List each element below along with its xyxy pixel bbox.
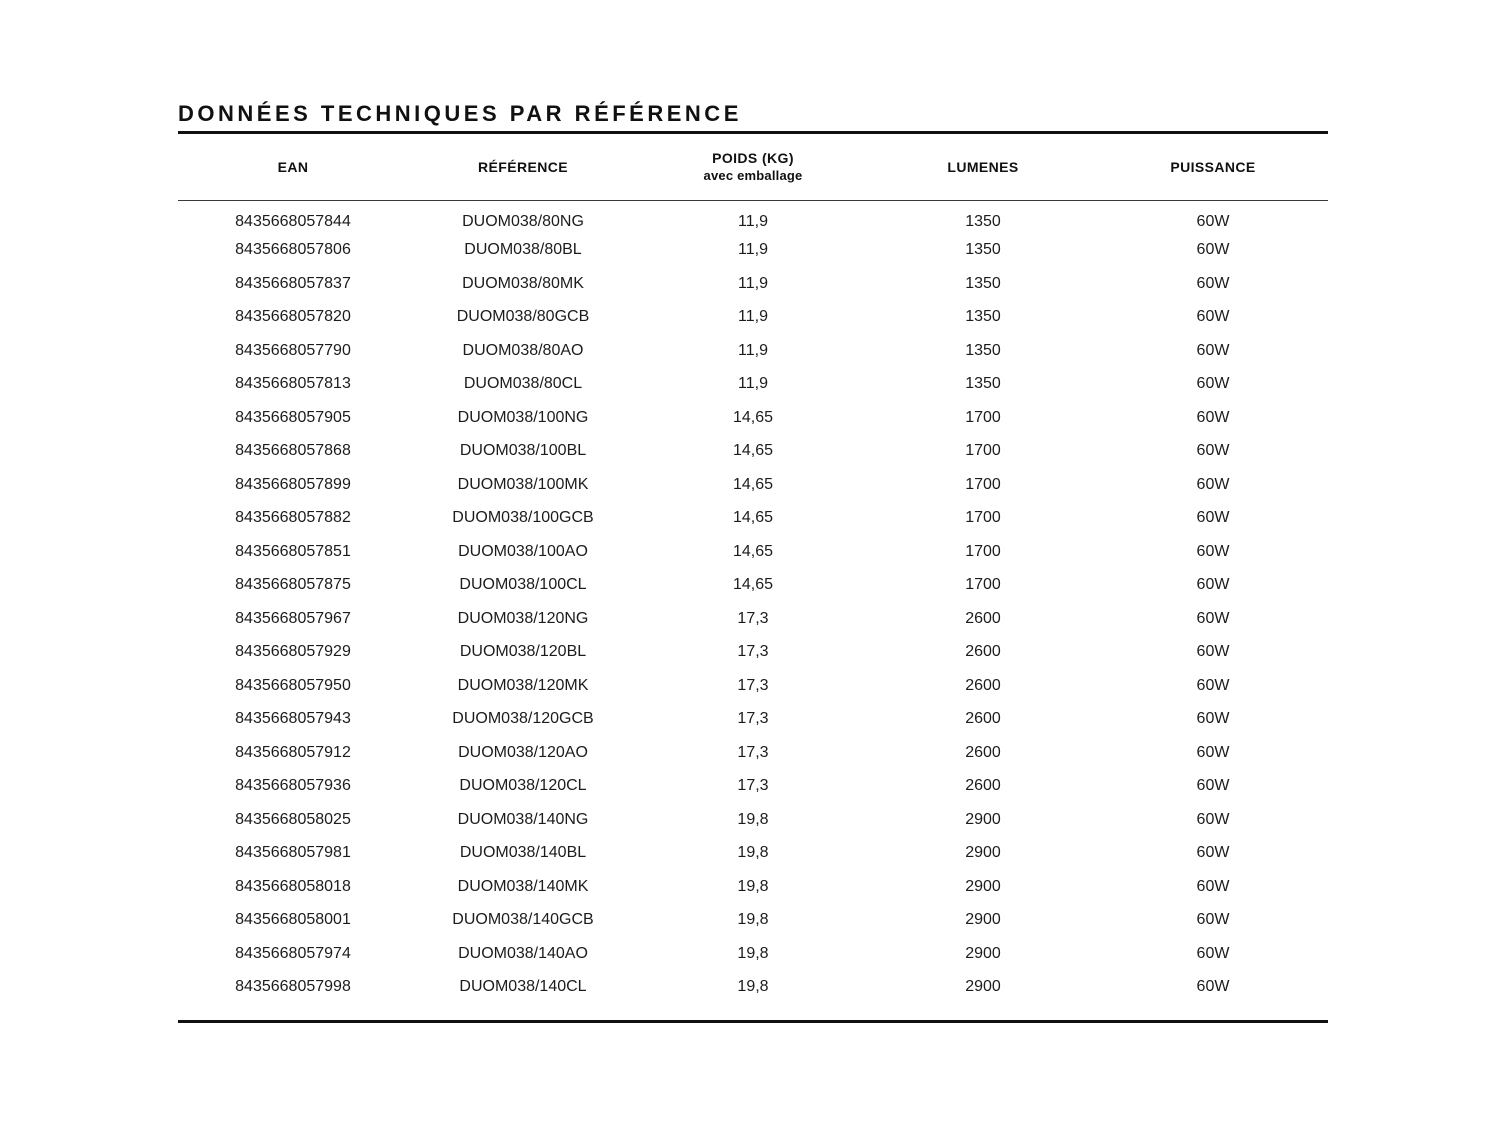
cell-poids: 17,3: [737, 643, 769, 661]
column-header-puissance-label: PUISSANCE: [1170, 158, 1256, 175]
table-row: [178, 468, 1328, 502]
cell-lumenes: 1700: [965, 408, 1001, 426]
cell-puissance: 60W: [1196, 944, 1230, 962]
cell-ean: 8435668057998: [235, 978, 351, 996]
table-row: [178, 770, 1328, 804]
cell-lumenes: 1700: [965, 542, 1001, 560]
cell-reference: DUOM038/120NG: [457, 609, 589, 627]
table-row: [178, 502, 1328, 536]
cell-ean: 8435668057936: [235, 777, 351, 795]
cell-puissance: 60W: [1196, 676, 1230, 694]
table-row: [178, 334, 1328, 368]
cell-poids: 14,65: [732, 408, 774, 426]
cell-lumenes: 1700: [965, 576, 1001, 594]
page-title: DONNÉES TECHNIQUES PAR RÉFÉRENCE: [178, 100, 742, 126]
cell-poids: 14,65: [732, 475, 774, 493]
cell-poids: 17,3: [737, 676, 769, 694]
cell-poids: 14,65: [732, 509, 774, 527]
cell-poids: 19,8: [737, 911, 769, 929]
cell-reference: DUOM038/100BL: [459, 442, 587, 460]
table-body: [178, 200, 1328, 1004]
cell-lumenes: 2900: [965, 810, 1001, 828]
cell-ean: 8435668057974: [235, 944, 351, 962]
cell-poids: 14,65: [732, 442, 774, 460]
cell-lumenes: 1350: [965, 375, 1001, 393]
cell-reference: DUOM038/100GCB: [452, 509, 594, 527]
cell-lumenes: 2600: [965, 609, 1001, 627]
cell-reference: DUOM038/100NG: [457, 408, 589, 426]
cell-poids: 17,3: [737, 609, 769, 627]
table-row: [178, 937, 1328, 971]
cell-lumenes: 1350: [965, 274, 1001, 292]
table-row: [178, 535, 1328, 569]
column-header-ean: [178, 134, 408, 200]
cell-poids: 17,3: [737, 777, 769, 795]
cell-lumenes: 2600: [965, 777, 1001, 795]
table-row: [178, 669, 1328, 703]
cell-puissance: 60W: [1196, 877, 1230, 895]
cell-lumenes: 1350: [965, 341, 1001, 359]
cell-ean: 8435668057820: [235, 308, 351, 326]
cell-poids: 11,9: [738, 241, 768, 259]
cell-poids: 17,3: [737, 710, 769, 728]
cell-puissance: 60W: [1196, 911, 1230, 929]
cell-reference: DUOM038/140MK: [457, 877, 589, 895]
cell-reference: DUOM038/80GCB: [456, 308, 590, 326]
table-row: [178, 904, 1328, 938]
cell-puissance: 60W: [1196, 509, 1230, 527]
cell-ean: 8435668057967: [235, 609, 351, 627]
cell-poids: 17,3: [737, 743, 769, 761]
cell-reference: DUOM038/120GCB: [452, 710, 594, 728]
cell-poids: 19,8: [737, 877, 769, 895]
cell-lumenes: 1700: [965, 475, 1001, 493]
cell-puissance: 60W: [1196, 475, 1230, 493]
cell-lumenes: 2600: [965, 743, 1001, 761]
cell-lumenes: 2900: [965, 877, 1001, 895]
table-row: [178, 736, 1328, 770]
cell-poids: 11,9: [738, 308, 768, 326]
column-header-lumenes-label: LUMENES: [947, 158, 1019, 175]
cell-ean: 8435668057813: [235, 375, 351, 393]
cell-reference: DUOM038/100MK: [457, 475, 589, 493]
cell-ean: 8435668057806: [235, 241, 351, 259]
cell-puissance: 60W: [1196, 743, 1230, 761]
cell-lumenes: 2900: [965, 844, 1001, 862]
column-header-reference: [408, 134, 638, 200]
cell-ean: 8435668057943: [235, 710, 351, 728]
technical-data-table-wrap: [178, 131, 1328, 1023]
cell-poids: 11,9: [738, 341, 768, 359]
table-row: [178, 837, 1328, 871]
cell-ean: 8435668057899: [235, 475, 351, 493]
cell-poids: 14,65: [732, 576, 774, 594]
cell-puissance: 60W: [1196, 241, 1230, 259]
cell-ean: 8435668058018: [235, 877, 351, 895]
column-header-lumenes: [868, 134, 1098, 200]
cell-puissance: 60W: [1196, 810, 1230, 828]
cell-puissance: 60W: [1196, 442, 1230, 460]
cell-poids: 11,9: [738, 375, 768, 393]
cell-poids: 19,8: [737, 978, 769, 996]
column-header-ean-label: EAN: [277, 158, 309, 175]
table-row: [178, 636, 1328, 670]
cell-poids: 19,8: [737, 810, 769, 828]
cell-reference: DUOM038/80AO: [462, 341, 584, 359]
cell-lumenes: 1700: [965, 442, 1001, 460]
cell-poids: 14,65: [732, 542, 774, 560]
table-row: [178, 435, 1328, 469]
table-row: [178, 234, 1328, 268]
cell-ean: 8435668057929: [235, 643, 351, 661]
cell-puissance: 60W: [1196, 408, 1230, 426]
cell-lumenes: 2900: [965, 978, 1001, 996]
cell-ean: 8435668058025: [235, 810, 351, 828]
cell-lumenes: 1350: [965, 213, 1001, 230]
cell-reference: DUOM038/120BL: [459, 643, 587, 661]
cell-reference: DUOM038/100CL: [459, 576, 587, 594]
cell-ean: 8435668057790: [235, 341, 351, 359]
cell-ean: 8435668057875: [235, 576, 351, 594]
table-row: [178, 401, 1328, 435]
cell-lumenes: 1350: [965, 241, 1001, 259]
cell-lumenes: 1700: [965, 509, 1001, 527]
table-row: [178, 368, 1328, 402]
cell-reference: DUOM038/80CL: [463, 375, 583, 393]
cell-puissance: 60W: [1196, 213, 1230, 230]
cell-puissance: 60W: [1196, 609, 1230, 627]
cell-lumenes: 2900: [965, 944, 1001, 962]
cell-reference: DUOM038/120MK: [457, 676, 589, 694]
table-row: [178, 803, 1328, 837]
cell-poids: 19,8: [737, 944, 769, 962]
cell-reference: DUOM038/140BL: [459, 844, 587, 862]
table-row: [178, 870, 1328, 904]
cell-puissance: 60W: [1196, 576, 1230, 594]
column-header-poids-sublabel: avec emballage: [703, 168, 803, 184]
column-header-reference-label: RÉFÉRENCE: [478, 158, 568, 175]
cell-ean: 8435668057844: [235, 213, 351, 230]
cell-reference: DUOM038/120AO: [458, 743, 588, 761]
cell-ean: 8435668057912: [235, 743, 351, 761]
cell-poids: 11,9: [738, 213, 768, 230]
cell-reference: DUOM038/120CL: [459, 777, 587, 795]
table-header-row: [178, 134, 1328, 200]
table-row: [178, 569, 1328, 603]
table-row: [178, 602, 1328, 636]
cell-reference: DUOM038/80BL: [464, 241, 582, 259]
cell-puissance: 60W: [1196, 777, 1230, 795]
cell-reference: DUOM038/80NG: [462, 213, 584, 230]
table-row: [178, 200, 1328, 234]
column-header-poids: [638, 134, 868, 200]
cell-puissance: 60W: [1196, 542, 1230, 560]
cell-puissance: 60W: [1196, 341, 1230, 359]
cell-poids: 19,8: [737, 844, 769, 862]
cell-ean: 8435668057950: [235, 676, 351, 694]
cell-lumenes: 2600: [965, 676, 1001, 694]
column-header-poids-label: POIDS (KG): [712, 150, 794, 167]
cell-ean: 8435668057837: [235, 274, 351, 292]
cell-ean: 8435668058001: [235, 911, 351, 929]
cell-reference: DUOM038/100AO: [458, 542, 588, 560]
cell-poids: 11,9: [738, 274, 768, 292]
table-row: [178, 267, 1328, 301]
table-row: [178, 301, 1328, 335]
table-row: [178, 971, 1328, 1005]
cell-ean: 8435668057868: [235, 442, 351, 460]
cell-reference: DUOM038/140GCB: [452, 911, 594, 929]
cell-reference: DUOM038/80MK: [462, 274, 584, 292]
table-header: [178, 134, 1328, 200]
cell-reference: DUOM038/140NG: [457, 810, 589, 828]
table-row: [178, 703, 1328, 737]
cell-reference: DUOM038/140AO: [458, 944, 588, 962]
column-header-puissance: [1098, 134, 1328, 200]
cell-ean: 8435668057981: [235, 844, 351, 862]
cell-reference: DUOM038/140CL: [459, 978, 587, 996]
cell-ean: 8435668057882: [235, 509, 351, 527]
cell-puissance: 60W: [1196, 308, 1230, 326]
cell-lumenes: 2600: [965, 643, 1001, 661]
cell-puissance: 60W: [1196, 844, 1230, 862]
cell-puissance: 60W: [1196, 978, 1230, 996]
cell-puissance: 60W: [1196, 375, 1230, 393]
cell-puissance: 60W: [1196, 643, 1230, 661]
cell-ean: 8435668057905: [235, 408, 351, 426]
technical-data-table: [178, 134, 1328, 1004]
cell-puissance: 60W: [1196, 274, 1230, 292]
cell-lumenes: 1350: [965, 308, 1001, 326]
cell-ean: 8435668057851: [235, 542, 351, 560]
cell-lumenes: 2900: [965, 911, 1001, 929]
cell-lumenes: 2600: [965, 710, 1001, 728]
cell-puissance: 60W: [1196, 710, 1230, 728]
